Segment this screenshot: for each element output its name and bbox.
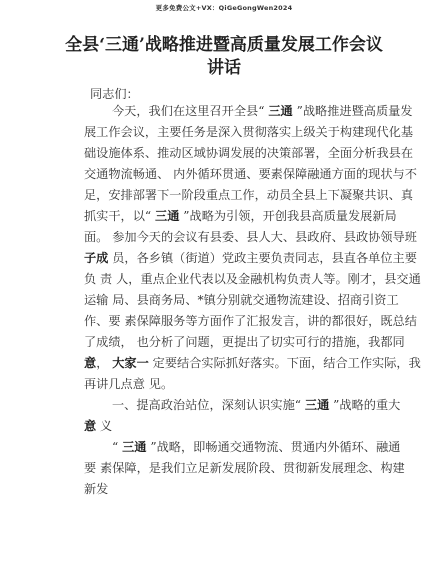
text-run: 交通物流畅通、 内外循环贯通、要素保障融通方面的现状与不	[84, 167, 417, 181]
paragraph-line	[84, 166, 417, 182]
paragraph-line	[84, 355, 421, 371]
emphasis-text: 意	[84, 356, 97, 370]
text-run: 运输 局、县商务局、*镇分别就交通物流建设、招商引资工	[84, 293, 399, 307]
emphasis-text: 意	[84, 419, 97, 433]
paragraph-line	[84, 187, 413, 203]
title-line-2: 讲话	[207, 58, 241, 78]
paragraph-line	[84, 229, 417, 245]
paragraph-line	[84, 313, 417, 329]
paragraph-line	[84, 418, 112, 434]
text-run: 要 素保障，是我们立足新发展阶段、贯彻新发展理念、构建	[84, 461, 405, 475]
text-run: ”战略为引领，开创我县高质量发展新局	[179, 209, 397, 223]
text-run: “	[112, 440, 123, 454]
title-line-1: 全县‘三通’战略推进暨高质量发展工作会议	[65, 35, 383, 55]
text-run: 一、提高政治站位，深刻认识实施“	[112, 398, 305, 412]
text-run: 足，安排部署下一阶段重点工作，动员全县上下凝聚共识、真	[84, 188, 414, 202]
salutation: 同志们：	[90, 87, 139, 101]
text-run: 面。 参加今天的会议有县委、县人大、县政府、县政协领导班	[84, 230, 417, 244]
emphasis-text: 子成	[84, 251, 109, 265]
emphasis-text: 大家一	[112, 356, 149, 370]
emphasis-text: 三通	[122, 440, 147, 454]
paragraph-line	[84, 145, 413, 161]
paragraph-line	[112, 439, 400, 455]
text-run: 今天，我们在这里召开全县“	[112, 104, 269, 118]
paragraph-line	[84, 334, 405, 350]
text-run: 员，各乡镇（街道）党政主要负责同志，县直各单位主要	[108, 251, 417, 265]
emphasis-text: 三通	[304, 398, 330, 412]
document-title	[40, 34, 408, 80]
paragraph-line	[84, 292, 399, 308]
text-run: 定要结合实际抓好落实。下面，结合工作实际，我	[148, 356, 421, 370]
text-run: ”战略，即畅通交通物流、贯通内外循环、融通	[146, 440, 401, 454]
paragraph-line	[84, 250, 417, 266]
paragraph-line	[84, 460, 405, 476]
text-run: 新发	[84, 482, 109, 496]
emphasis-text: 三通	[268, 104, 293, 118]
paragraph-line	[84, 376, 173, 392]
text-run: 了成绩， 也分析了问题，更提出了切实可行的措施，我都同	[84, 335, 405, 349]
text-run: 义	[96, 419, 113, 433]
paragraph-line	[84, 208, 397, 224]
emphasis-text: 三通	[155, 209, 180, 223]
paragraph-line	[84, 481, 108, 497]
paragraph-line	[112, 103, 413, 119]
text-run: ，	[96, 356, 113, 370]
text-run: 础设施体系、推动区域协调发展的决策部署，全面分析我县在	[84, 146, 414, 160]
paragraph-line	[84, 271, 421, 287]
paragraph-line	[84, 124, 413, 140]
text-run: ”战略的重大	[329, 398, 401, 412]
text-run: 再讲几点意 见。	[84, 377, 174, 391]
text-run: 抓实干，以“	[84, 209, 156, 223]
page-header-watermark: 更多免费公文+VX：QiGeGongWen2024	[155, 4, 293, 12]
text-run: 展工作会议，主要任务是深入贯彻落实上级关于构建现代化基	[84, 125, 414, 139]
text-run: 负 责 人，重点企业代表以及金融机构负责人等。刚才，县交通	[84, 272, 421, 286]
text-run: ”战略推进暨高质量发	[292, 104, 413, 118]
paragraph-line	[112, 397, 400, 413]
text-run: 作、要 素保障服务等方面作了汇报发言，讲的都很好，既总结	[84, 314, 417, 328]
